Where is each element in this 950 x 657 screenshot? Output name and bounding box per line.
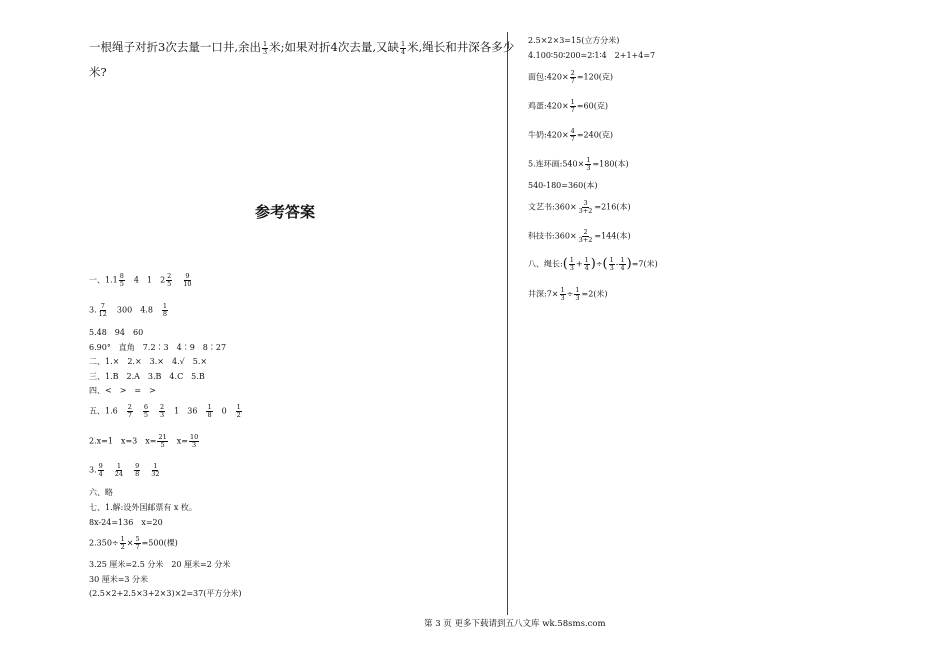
answer-row: 三、1.B 2.A 3.B 4.C 5.B <box>89 372 205 381</box>
fraction: $\frac{2}{7}$ <box>570 69 575 85</box>
fraction: $\frac{1}{2}$ <box>120 535 125 551</box>
fraction: $\frac{1}{8}$ <box>207 403 212 419</box>
fraction: $\frac{2}{3+2}$ <box>578 228 593 244</box>
answer-row: 鸡蛋:420× $\frac{1}{7}$ =60(克) <box>528 98 608 114</box>
fraction: $\frac{1}{3}$ <box>262 39 268 56</box>
answer-row: 六、略 <box>89 488 113 497</box>
answer-row: (2.5×2+2.5×3+2×3)×2=37(平方分米) <box>89 589 242 598</box>
answer-row: 3.25 厘米=2.5 分米 20 厘米=2 分米 <box>89 560 231 569</box>
fraction: $\frac{1}{3}$ <box>586 156 591 172</box>
fraction: $\frac{1}{8}$ <box>162 302 168 318</box>
answer-row: 科技书:360× $\frac{2}{3+2}$ =144(本) <box>528 228 631 244</box>
answer-row: 3. $\frac{9}{4}$ $\frac{1}{24}$ $\frac{9}{8}$ $\frac{1}{32}$ <box>89 462 160 478</box>
fraction: $\frac{1}{3}$ <box>569 256 574 272</box>
answer-row: 二、1.× 2.× 3.× 4.√ 5.× <box>89 357 208 366</box>
fraction: $\frac{7}{12}$ <box>98 302 107 318</box>
fraction: $\frac{2}{7}$ <box>127 403 132 419</box>
fraction: $\frac{4}{7}$ <box>570 127 575 143</box>
answer-row: 七、1.解:设外国邮票有 x 枚。 <box>89 503 197 512</box>
fraction: $\frac{9}{10}$ <box>183 272 192 288</box>
answer-row: 井深:7× $\frac{1}{3}$ ÷ $\frac{1}{3}$ =2(米) <box>528 286 608 302</box>
answer-row: 一、1.1 $\frac{8}{5}$ 4 1 2 $\frac{2}{5}$ $\frac{9}{10}$ <box>89 272 192 288</box>
fraction: $\frac{21}{5}$ <box>158 433 167 449</box>
answer-row: 面包:420× $\frac{2}{7}$ =120(克) <box>528 69 614 85</box>
page-footer: 第 3 页 更多下载请到五八文库 wk.58sms.com <box>424 619 606 629</box>
fraction: $\frac{6}{5}$ <box>143 403 149 419</box>
fraction: $\frac{1}{32}$ <box>151 462 160 478</box>
answer-row: 2.350÷ $\frac{1}{2}$ × $\frac{5}{7}$ =500(棵) <box>89 535 178 551</box>
fraction: $\frac{5}{7}$ <box>135 535 140 551</box>
answer-row: 540-180=360(本) <box>528 181 598 190</box>
question-text: 一根绳子对折3次去量一口井,余出 <box>89 40 261 54</box>
answer-row: 四、< > = > <box>89 386 156 395</box>
answer-row: 2.5×2×3=15(立方分米) <box>528 36 620 45</box>
answer-row: 6.90° 直角 7.2∶3 4∶9 8∶27 <box>89 343 227 352</box>
fraction: $\frac{9}{8}$ <box>135 462 140 478</box>
answer-row: 3. $\frac{7}{12}$ 300 4.8 $\frac{1}{8}$ <box>89 302 168 318</box>
answer-row: 文艺书:360× $\frac{3}{3+2}$ =216(本) <box>528 199 631 215</box>
fraction: $\frac{1}{2}$ <box>236 403 241 419</box>
fraction: $\frac{2}{3}$ <box>160 403 165 419</box>
fraction: $\frac{1}{4}$ <box>400 39 406 56</box>
answer-row: 八、绳长:( $\frac{1}{3}$ + $\frac{1}{4}$ )÷( $\frac{1}{3}$ - $\frac{1}{4}$ )=7(米) <box>528 256 658 272</box>
question-line-1 <box>89 40 514 56</box>
fraction: $\frac{1}{4}$ <box>584 256 589 272</box>
answer-row: 5.连环画:540× $\frac{1}{3}$ =180(本) <box>528 156 629 172</box>
question-text: 米;如果对折4次去量,又缺 <box>269 40 399 54</box>
fraction: $\frac{1}{7}$ <box>570 98 575 114</box>
answer-row: 五、1.6 $\frac{2}{7}$ $\frac{6}{5}$ $\frac{2}{3}$ 1 36 $\frac{1}{8}$ 0 $\frac{1}{2}$ <box>89 403 241 419</box>
answer-row: 4.100∶50∶200=2∶1∶4 2+1+4=7 <box>528 51 656 60</box>
answer-title: 参考答案 <box>255 203 316 221</box>
fraction: $\frac{8}{5}$ <box>119 272 124 288</box>
answer-row: 2.x=1 x=3 x= $\frac{21}{5}$ x= $\frac{10}{3}$ <box>89 433 199 449</box>
fraction: $\frac{3}{3+2}$ <box>578 199 593 215</box>
answer-row: 5.48 94 60 <box>89 328 144 337</box>
fraction: $\frac{1}{3}$ <box>560 286 565 302</box>
question-text: 米,绳长和井深各多少 <box>407 40 515 54</box>
fraction: $\frac{1}{3}$ <box>575 286 580 302</box>
fraction: $\frac{1}{3}$ <box>609 256 614 272</box>
column-divider <box>507 32 508 615</box>
fraction: $\frac{1}{24}$ <box>114 462 124 478</box>
fraction: $\frac{9}{4}$ <box>98 462 103 478</box>
answer-row: 30 厘米=3 分米 <box>89 575 149 584</box>
question-line-2: 米? <box>89 65 107 79</box>
fraction: $\frac{1}{4}$ <box>620 256 625 272</box>
fraction: $\frac{2}{5}$ <box>167 272 172 288</box>
fraction: $\frac{10}{3}$ <box>189 433 199 449</box>
answer-row: 8x-24=136 x=20 <box>89 518 163 527</box>
answer-row: 牛奶:420× $\frac{4}{7}$ =240(克) <box>528 127 614 143</box>
